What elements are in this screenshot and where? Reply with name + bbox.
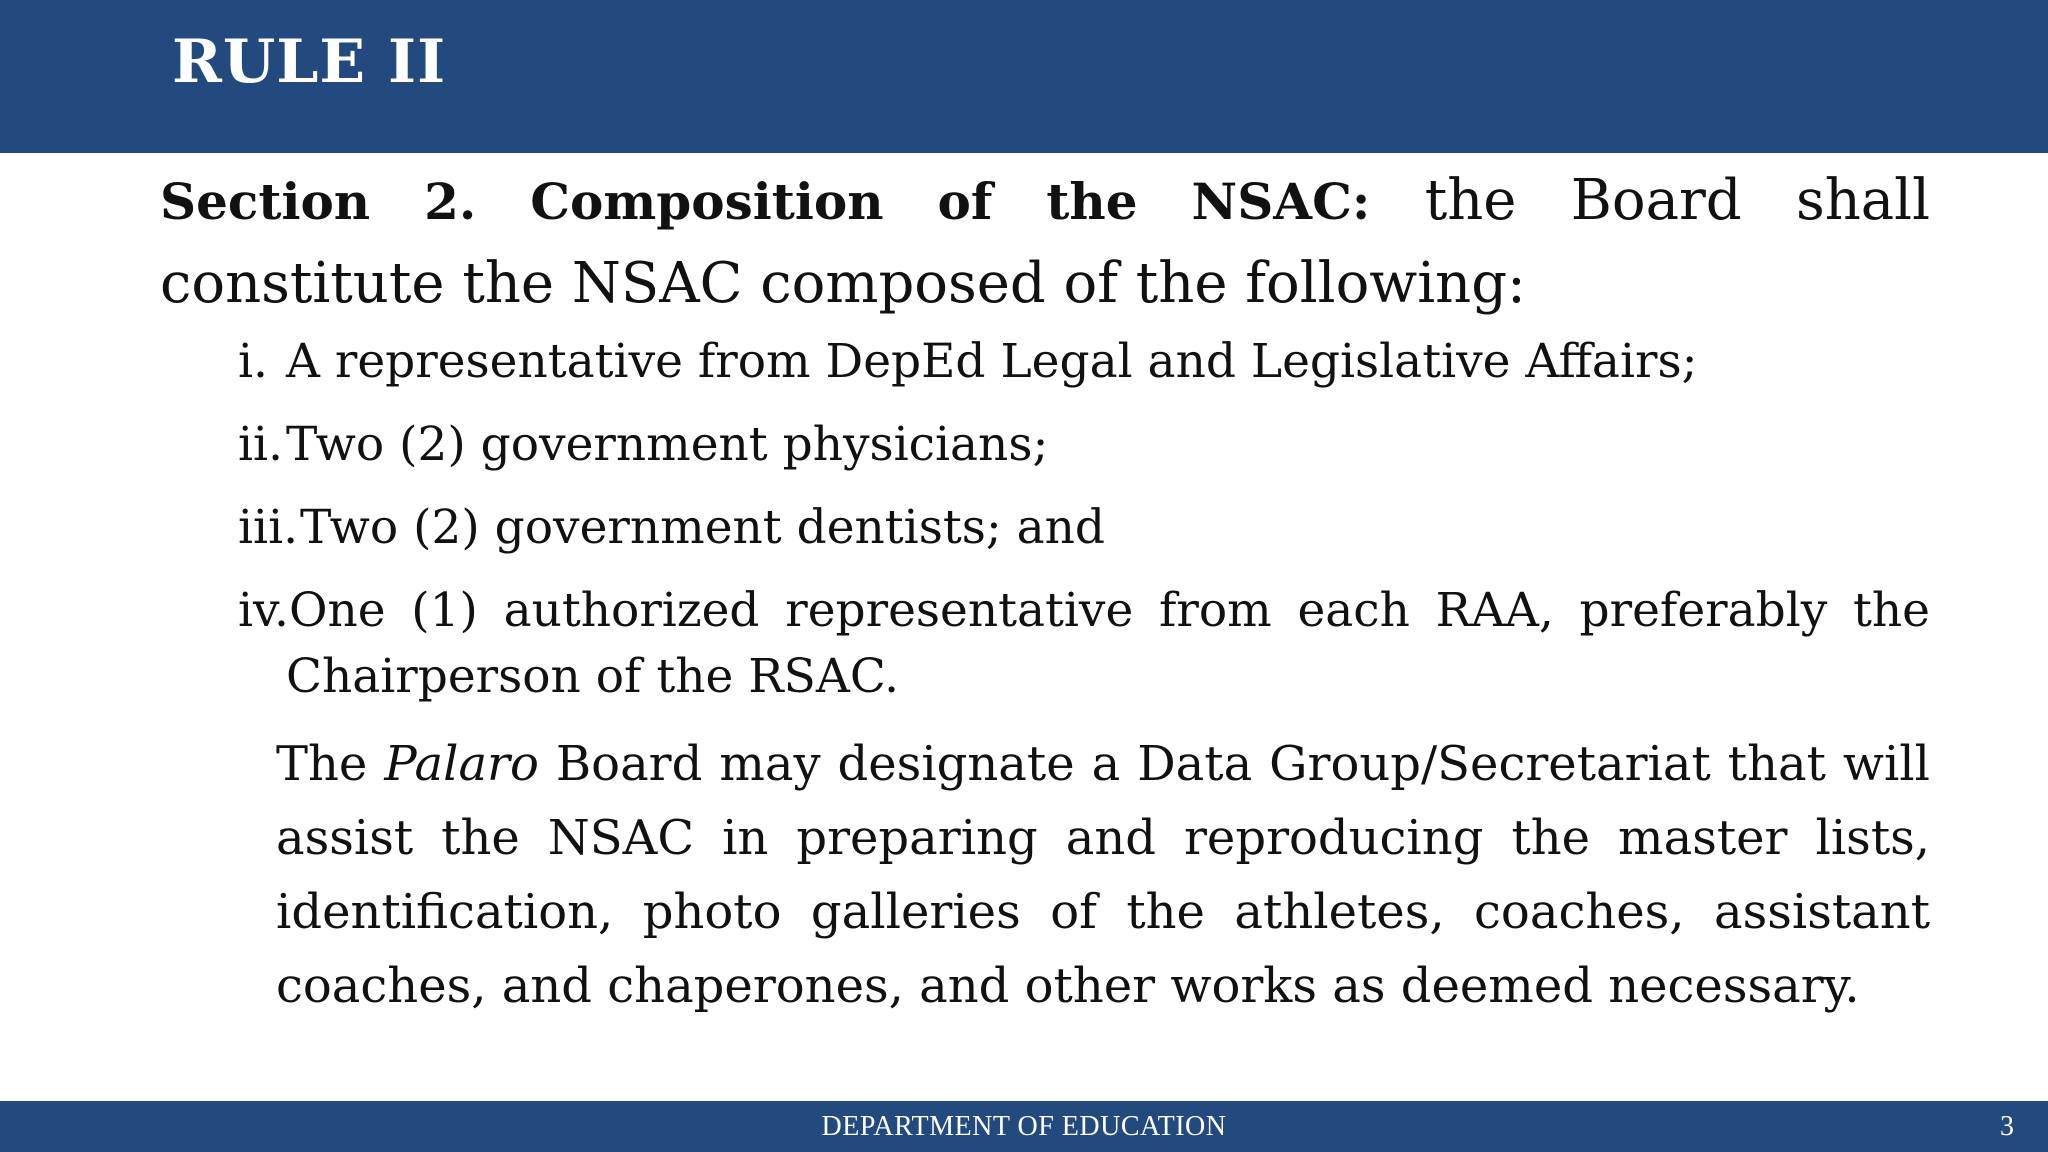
note-emphasis: Palaro: [384, 736, 539, 792]
secretariat-note: [276, 727, 1930, 1023]
note-body: Board may designate a Data Group/Secretariat that will assist the NSAC in preparing and reproducing the master lists, identification, photo galleries of the athletes, coaches, assistant coaches, and chaperones, and other works as deemed necessary.: [276, 736, 1931, 1014]
footer-bar: [0, 1101, 2048, 1152]
slide-content: [160, 160, 1930, 1023]
section-intro: the Board shall constitute the NSAC composed of the following:: [160, 168, 1930, 316]
list-item-number: iii.: [238, 500, 299, 555]
list-item-text: A representative from DepEd Legal and Legislative Affairs;: [286, 334, 1698, 389]
note-prefix: The: [276, 736, 368, 792]
section-paragraph: [160, 160, 1930, 325]
page-number: 3: [2000, 1111, 2014, 1142]
list-item-text: Two (2) government dentists; and: [300, 500, 1105, 555]
list-item-number: i.: [238, 334, 268, 389]
list-item: [238, 578, 1930, 710]
footer-department: DEPARTMENT OF EDUCATION: [821, 1111, 1227, 1142]
list-item-number: ii.: [238, 417, 284, 472]
header-bar: [0, 0, 2048, 153]
list-item: [238, 412, 1930, 478]
slide-title: RULE II: [172, 27, 447, 97]
list-item-block: [238, 578, 1930, 710]
list-item: [238, 329, 1930, 395]
composition-list: [238, 329, 1930, 710]
list-item-text: One (1) authorized representative from each RAA, preferably the Chairperson of the RSAC.: [286, 583, 1930, 704]
section-heading: Section 2. Composition of the NSAC:: [160, 172, 1371, 231]
list-item: [238, 495, 1930, 561]
list-item-number: iv.: [238, 583, 289, 638]
list-item-text: Two (2) government physicians;: [286, 417, 1049, 472]
